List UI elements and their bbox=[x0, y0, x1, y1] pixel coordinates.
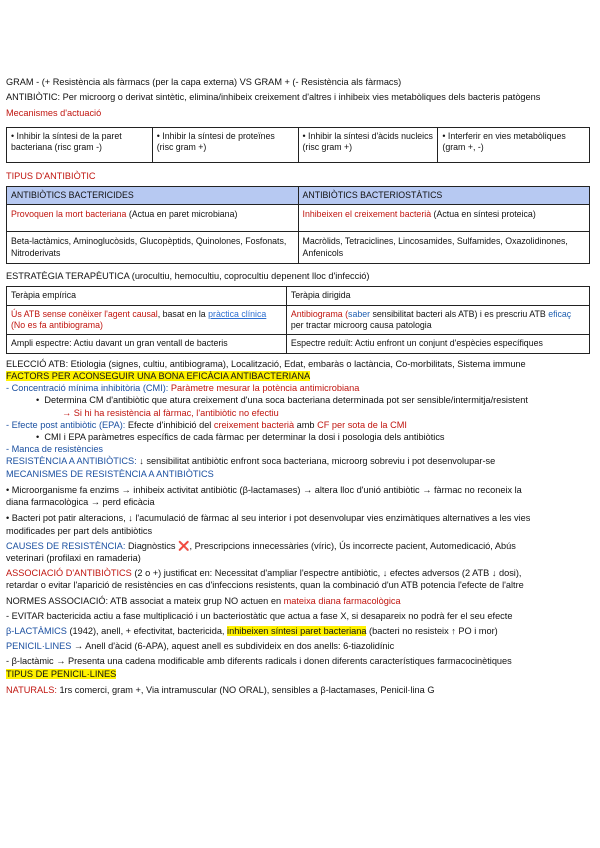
cmi-arrow-line: → Si hi ha resistència al fàrmac, l'antibiòtic no efectiu bbox=[62, 407, 279, 418]
beta-lactam-chain-line: - β-lactàmic → Presenta una cadena modificable amb diferents radicals i donen diferents característiques farmacocinètiques bbox=[6, 656, 512, 667]
resistance-mechanism-1b: diana farmacològica → perd eficàcia bbox=[6, 497, 155, 508]
strategy-table bbox=[6, 286, 590, 354]
factors-heading: FACTORS PER ACONSEGUIR UNA BONA EFICÀCIA ANTIBACTERIANA bbox=[6, 371, 311, 382]
election-line: ELECCIÓ ATB: Etiologia (signes, cultiu, antibiograma), Localització, Edat, embaràs o lactància, Co-morbilitats, Sistema immune bbox=[6, 358, 526, 369]
mechanisms-heading: Mecanismes d'actuació bbox=[6, 108, 102, 119]
resistance-causes: CAUSES DE RESISTÈNCIA: Diagnòstics ❌, Prescripcions innecessàries (víric), Ús incorrecte pacient, Automedicació, Abús bbox=[6, 540, 516, 551]
bacteriostatics-effect: Inhibeixen el creixement bacterià (Actua en síntesi proteica) bbox=[298, 205, 590, 232]
narrow-spectrum: Espectre reduït: Actiu enfront un conjunt d'espècies específiques bbox=[286, 335, 589, 353]
association-line-cont: retardar o evitar l'aparició de resistències en cas d'infeccions resistents, quan la combinació d'un ATB potencia l'efecte de l'altre bbox=[6, 580, 524, 591]
epa-line: - Efecte post antibiòtic (EPA): Efecte d'inhibició del creixement bacterià amb CF per sota de la CMI bbox=[6, 419, 407, 430]
empirical-header: Teràpia empírica bbox=[7, 287, 287, 305]
cmi-line: - Concentració mínima inhibitòria (CMI): Paràmetre mesurar la potència antimicrobiana bbox=[6, 383, 360, 394]
mechanism-cell: • Interferir en vies metabòliques (gram +, -) bbox=[438, 127, 590, 162]
broad-spectrum: Ampli espectre: Actiu davant un gran ventall de bacteris bbox=[7, 335, 287, 353]
resistance-definition: RESISTÈNCIA A ANTIBIÒTICS: ↓ sensibilitat antibiòtic enfront soca bacteriana, microorg sobreviu i pot desenvolupar-se bbox=[6, 456, 496, 467]
directed-description: Antibiograma (saber sensibilitat bacteri als ATB) i es prescriu ATB eficaç per tractar microorg causa patologia bbox=[286, 305, 589, 335]
resistance-mechanism-2b: modificades per part dels antibiòtics bbox=[6, 525, 153, 536]
mechanism-cell: • Inhibir la síntesi d'àcids nucleics (risc gram +) bbox=[298, 127, 438, 162]
strategy-heading: ESTRATÈGIA TERAPÈUTICA (urocultiu, hemocultiu, coprocultiu depenent lloc d'infecció) bbox=[6, 271, 370, 282]
bacteriostatics-examples: Macròlids, Tetraciclines, Lincosamides, Sulfamides, Oxazolidinones, Anfenicols bbox=[298, 232, 590, 264]
association-line: ASSOCIACIÓ D'ANTIBIÒTICS (2 o +) justificat en: Necessitat d'ampliar l'espectre antibiòtic, ↓ efectes adversos (2 ATB ↓ dosi), bbox=[6, 568, 522, 579]
avoid-line: - EVITAR bactericida actiu a fase multiplicació i un bacteriostàtic que actua a fase X, si desapareix no podrà fer el seu efecte bbox=[6, 610, 513, 621]
bactericides-effect: Provoquen la mort bacteriana (Actua en paret microbiana) bbox=[7, 205, 299, 232]
resistance-lack-line: - Manca de resistències bbox=[6, 444, 104, 455]
resistance-mechanisms-heading: MECANISMES DE RESISTÈNCIA A ANTIBIÒTICS bbox=[6, 468, 214, 479]
gram-line: GRAM - (+ Resistència als fàrmacs (per la capa externa) VS GRAM + (- Resistència als fàrmacs) bbox=[6, 77, 402, 87]
types-heading: TIPUS D'ANTIBIÒTIC bbox=[6, 170, 96, 181]
mechanism-cell: • Inhibir la síntesi de la paret bacteriana (risc gram -) bbox=[7, 127, 153, 162]
natural-penicillins-line: NATURALS: 1rs comerci, gram +, Via intramuscular (NO ORAL), sensibles a β-lactamases, Penicil·lina G bbox=[6, 684, 435, 695]
antibiotic-definition: ANTIBIÒTIC: Per microorg o derivat sintètic, elimina/inhibeix creixement d'altres i inhibeix vies metabòliques dels bacteris patògens bbox=[6, 92, 541, 103]
document-page bbox=[6, 76, 590, 696]
resistance-mechanism-2a: • Bacteri pot patir alteracions, ↓ l'acumulació de fàrmac al seu interior i pot desenvolupar vies enzimàtiques alternatives a les vies bbox=[6, 513, 531, 524]
antibiotic-types-table bbox=[6, 186, 590, 264]
clinical-practice-link[interactable]: pràctica clínica bbox=[208, 308, 267, 319]
mechanism-cell: • Inhibir la síntesi de proteïnes (risc gram +) bbox=[152, 127, 298, 162]
beta-lactams-line: β-LACTÀMICS (1942), anell, + efectivitat, bactericida, inhibeixen síntesi paret bacteriana (bacteri no resisteix ↑ PO i mor) bbox=[6, 625, 498, 636]
directed-header: Teràpia dirigida bbox=[286, 287, 589, 305]
bactericides-header: ANTIBIÒTICS BACTERICIDES bbox=[7, 186, 299, 204]
bactericides-examples: Beta-lactàmics, Aminoglucòsids, Glucopèptids, Quinolones, Fosfonats, Nitroderivats bbox=[7, 232, 299, 264]
resistance-mechanism-1a: • Microorganisme fa enzims → inhibeix activitat antibiòtic (β-lactamases) → altera lloc d'unió antibiòtic → fàrmac no reconeix la bbox=[6, 484, 522, 495]
empirical-description: Ús ATB sense conèixer l'agent causal, basat en la pràctica clínica (No es fa antibiograma) bbox=[7, 305, 287, 335]
bacteriostatics-header: ANTIBIÒTICS BACTERIOSTÀTICS bbox=[298, 186, 590, 204]
cmi-detail: • Determina CM d'antibiòtic que atura creixement d'una soca bacteriana determinada pot ser sensible/intermitja/resistent bbox=[36, 395, 528, 406]
penicillin-types-heading: TIPUS DE PENICIL·LINES bbox=[6, 668, 117, 679]
penicillins-line: PENICIL·LINES → Anell d'àcid (6-APA), aquest anell es subdivideix en dos anells: 6-tiazolidínic bbox=[6, 641, 395, 652]
resistance-causes-cont: veterinari (profilaxi en ramaderia) bbox=[6, 552, 141, 563]
antibiotic-label: ANTIBIÒTIC: bbox=[6, 92, 61, 103]
association-rules: NORMES ASSOCIACIÓ: ATB associat a mateix grup NO actuen en mateixa diana farmacològica bbox=[6, 595, 401, 606]
cross-icon: ❌ bbox=[178, 540, 190, 551]
mechanisms-table bbox=[6, 127, 590, 163]
epa-detail: • CMI i EPA paràmetres específics de cada fàrmac per determinar la dosi i posologia dels antibiòtics bbox=[36, 432, 445, 443]
